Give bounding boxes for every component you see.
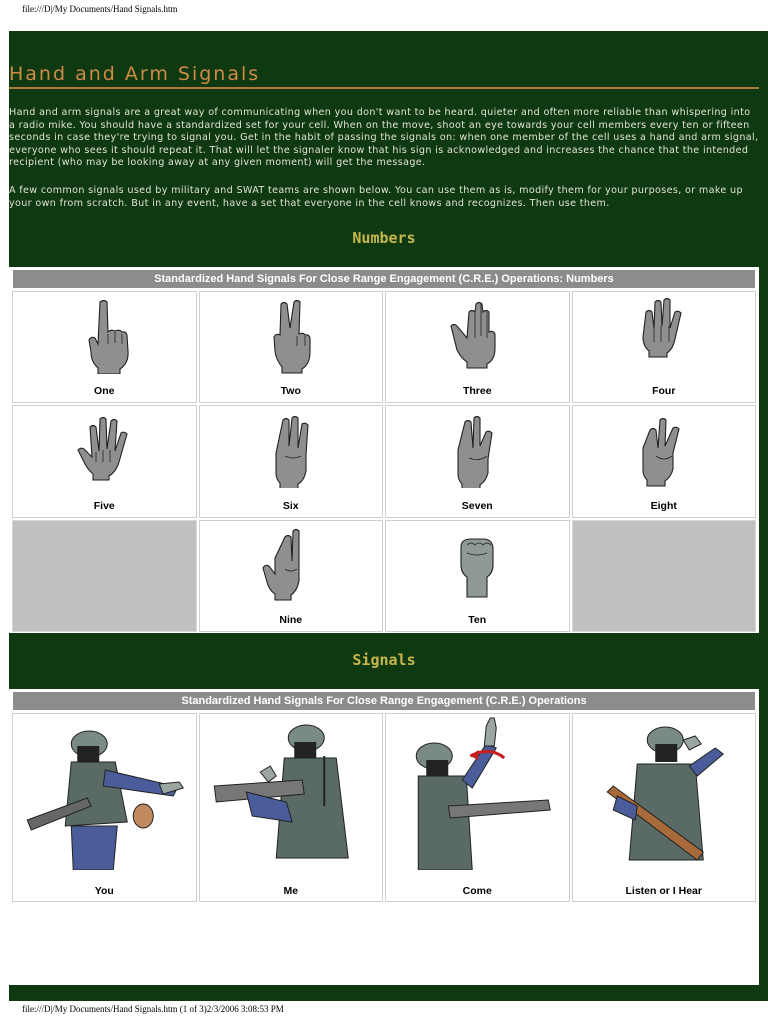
hand-eight-icon [634, 410, 694, 488]
soldier-pointing-self-icon [204, 716, 379, 870]
signal-cell-you [12, 713, 197, 902]
fist-icon [447, 525, 507, 603]
number-label: Six [282, 499, 299, 512]
signal-cell-come [385, 713, 570, 902]
hand-two-fingers-icon [261, 296, 321, 374]
number-cell-one [12, 291, 197, 403]
hand-five-fingers-icon [74, 410, 134, 488]
signal-cell-listen [572, 713, 757, 902]
signals-grid [12, 713, 756, 902]
soldier-pointing-icon [17, 716, 192, 870]
page-title: Hand and Arm Signals [9, 63, 261, 85]
number-label: Four [652, 385, 676, 398]
hand-one-finger-icon [74, 296, 134, 374]
number-label: Ten [468, 614, 487, 626]
hand-seven-icon [447, 410, 507, 488]
number-cell-eight [572, 405, 757, 517]
number-label: Five [93, 499, 115, 512]
number-label: Nine [279, 614, 303, 626]
title-divider [9, 87, 759, 89]
numbers-grid [12, 291, 756, 632]
print-header: file:///D|/My Documents/Hand Signals.htm [22, 4, 178, 14]
number-label: Eight [650, 499, 677, 512]
signals-heading: Signals [352, 651, 416, 669]
numbers-table-caption: Standardized Hand Signals For Close Range Engagement (C.R.E.) Operations: Numbers [13, 270, 755, 288]
hand-nine-icon [261, 525, 321, 603]
number-cell-seven [385, 405, 570, 517]
usage-paragraph: A few common signals used by military and SWAT teams are shown below. You can use them as is, modify them for your purposes, or make up your own from scratch. But in any event, have a set that everyone in the cell knows and recognizes. Then use them. [9, 185, 743, 209]
number-cell-empty [12, 520, 197, 632]
soldier-waving-icon [390, 716, 565, 870]
number-label: Two [280, 385, 301, 398]
hand-four-fingers-icon [634, 296, 694, 374]
number-label: Three [462, 385, 492, 398]
intro-paragraph: Hand and arm signals are a great way of communicating when you don't want to be heard. quieter and often more reliable than whispering into a radio mike. You should have a standardized set for your cell. When on the move, shoot an eye towards your cell members every ten or fifteen seconds in case they're trying to signal you. Get in the habit of passing the signals on: when one member of the cell uses a hand and arm signal, everyone who sees it should repeat it. That will let the signaler know that his sign is acknowledged and increases the chance that the intended recipient (who may be looking away at any given moment) will get the message. [9, 107, 759, 169]
signals-table [9, 689, 759, 985]
signal-label: Listen or I Hear [625, 885, 702, 897]
number-cell-five [12, 405, 197, 517]
number-cell-four [572, 291, 757, 403]
number-cell-nine [199, 520, 384, 632]
signal-label: Come [462, 885, 492, 897]
hand-six-icon [261, 410, 321, 488]
print-footer: file:///D|/My Documents/Hand Signals.htm (1 of 3)2/3/2006 3:08:53 PM [22, 1004, 284, 1014]
number-label: Seven [461, 499, 493, 512]
soldier-hand-to-ear-icon [577, 716, 752, 870]
numbers-table [9, 267, 759, 633]
signal-label: You [94, 885, 114, 897]
signals-table-caption: Standardized Hand Signals For Close Range Engagement (C.R.E.) Operations [13, 692, 755, 710]
number-label: One [94, 385, 115, 398]
number-cell-two [199, 291, 384, 403]
numbers-heading: Numbers [352, 229, 416, 247]
number-cell-six [199, 405, 384, 517]
number-cell-empty [572, 520, 757, 632]
page-content [9, 31, 768, 1001]
number-cell-ten [385, 520, 570, 632]
number-cell-three [385, 291, 570, 403]
signal-label: Me [283, 885, 299, 897]
hand-three-fingers-icon [447, 296, 507, 374]
signal-cell-me [199, 713, 384, 902]
